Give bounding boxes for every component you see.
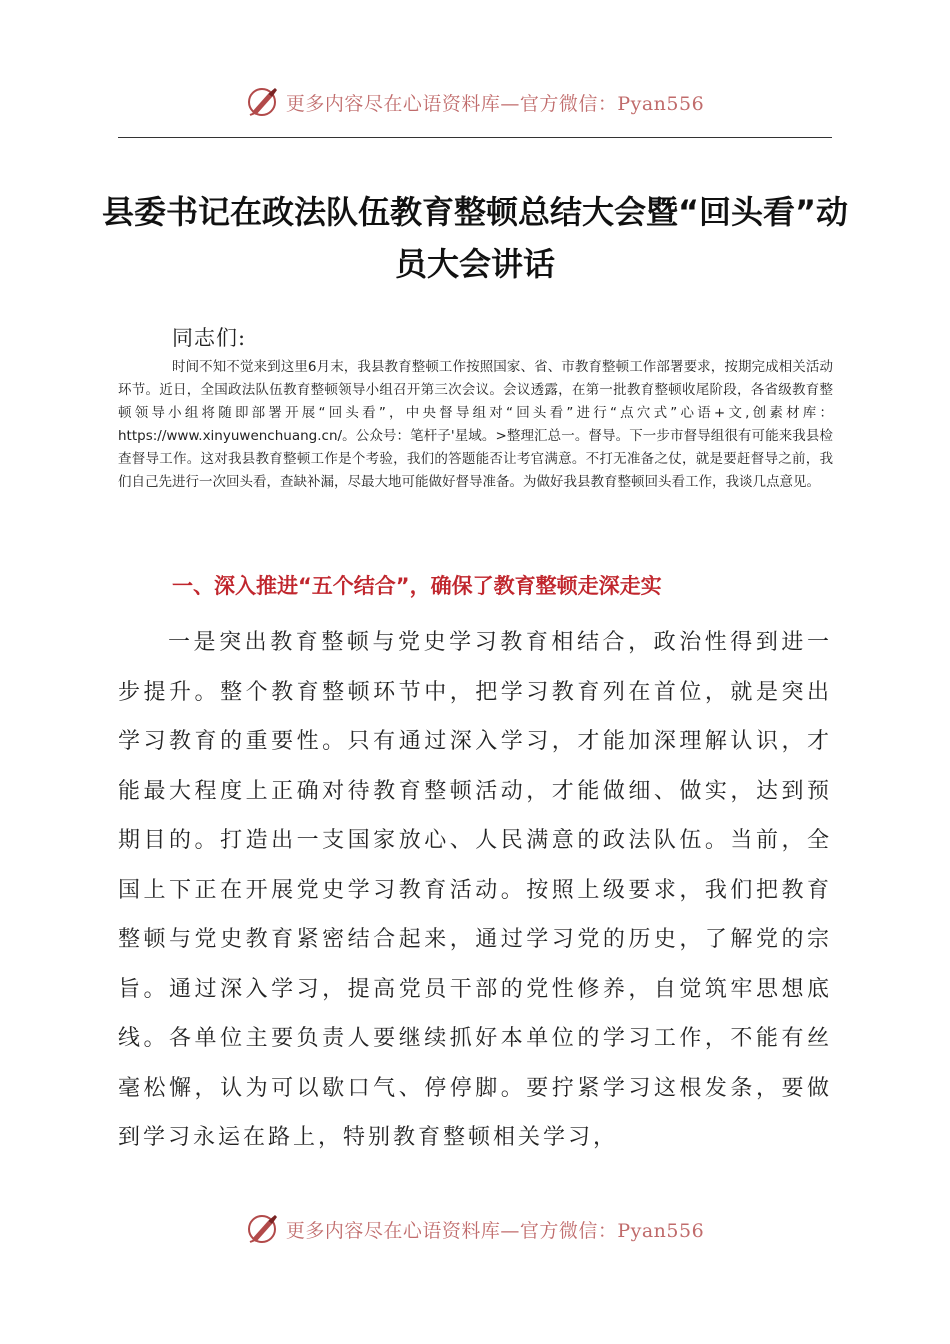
salutation: 同志们: <box>172 326 247 350</box>
document-title: 县委书记在政法队伍教育整顿总结大会暨“回头看”动员大会讲话 <box>101 193 849 283</box>
body-paragraph: 一是突出教育整顿与党史学习教育相结合，政治性得到进一步提升。整个教育整顿环节中，把学习教育列在首位，就是突出学习教育的重要性。只有通过深入学习，才能加深理解认识，才能最大程度上正确对待教育整顿活动，才能做细、做实，达到预期目的。打造出一支国家放心、人民满意的政法队伍。当前，全国上下正在开展党史学习教育活动。按照上级要求，我们把教育整顿与党史教育紧密结合起来，通过学习党的历史，了解党的宗旨。通过深入学习，提高党员干部的党性修养，自觉筑牢思想底线。各单位主要负责人要继续抓好本单位的学习工作，不能有丝毫松懈，认为可以歇口气、停停脚。要拧紧学习这根发条，要做到学习永运在路上，特别教育整顿相关学习， <box>118 630 832 1150</box>
footer-banner-text: 更多内容尽在心语资料库—官方微信：Pyan556 <box>285 1219 705 1242</box>
footer-banner <box>0 1209 950 1249</box>
section-heading: 一、深入推进“五个结合”，确保了教育整顿走深走实 <box>172 574 662 598</box>
pen-quill-logo-icon <box>246 1212 280 1246</box>
header-divider <box>118 137 832 138</box>
header-banner <box>0 82 950 122</box>
header-banner-text: 更多内容尽在心语资料库—官方微信：Pyan556 <box>285 92 705 115</box>
pen-quill-logo-icon <box>246 85 280 119</box>
intro-paragraph: 时间不知不觉来到这里6月末，我县教育整顿工作按照国家、省、市教育整顿工作部署要求，按期完成相关活动环节。近日，全国政法队伍教育整顿领导小组召开第三次会议。会议透露，在第一批教育整顿收尾阶段，各省级教育整顿领导小组将随即部署开展“回头看”，中央督导组对“回头看”进行“点穴式”心语+文,创素材库：https://www.xinyuwenchuang.cn/。公众号：笔杆子'星域。>整理汇总一。督导。下一步市督导组很有可能来我县检查督导工作。这对我县教育整顿工作是个考验，我们的答题能否让考官满意。不打无准备之仗，就是要赶督导之前，我们自己先进行一次回头看，查缺补漏，尽最大地可能做好督导准备。为做好我县教育整顿回头看工作，我谈几点意见。 <box>118 359 833 490</box>
